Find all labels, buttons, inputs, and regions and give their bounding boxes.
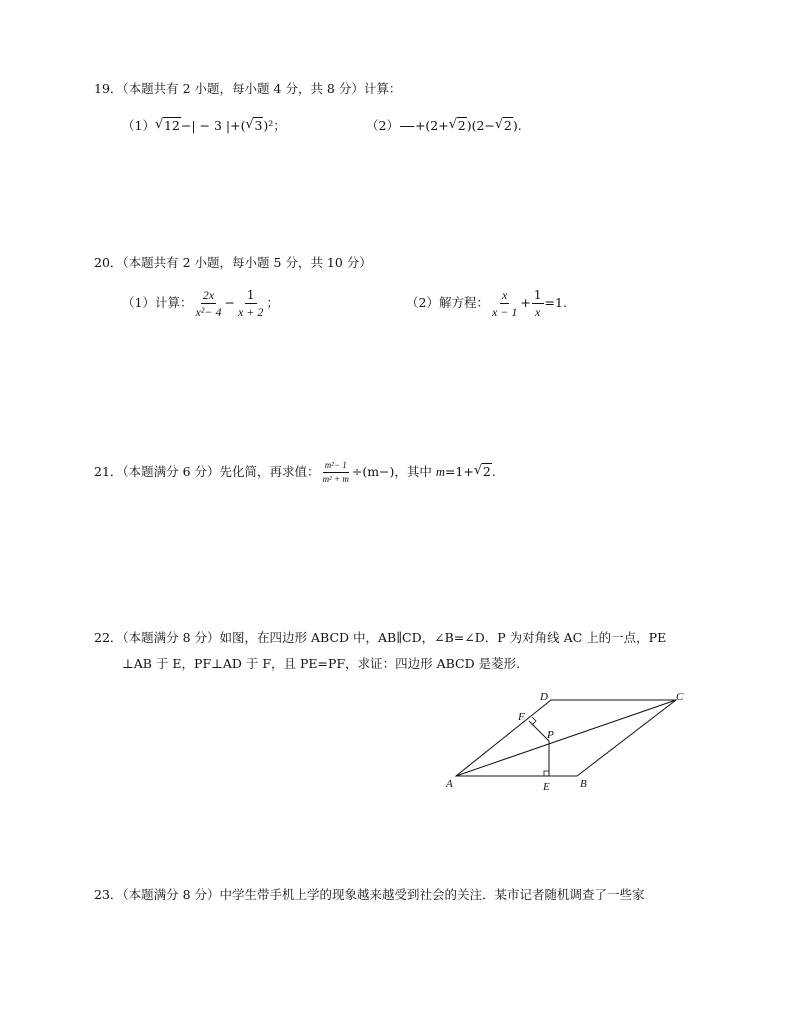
label-d: D [540,691,548,703]
fraction: $\frac{1}{x + 2}$ [237,288,264,319]
sqrt-2-a: √ 2 [449,117,467,135]
fraction: $\frac{1}{x}$ [533,288,542,319]
q22-line1: 22．（本题满分 8 分）如图，在四边形 ABCD 中，AB∥CD，∠B=∠D．P 为对角线 AC 上的一点，PE [94,630,667,645]
sqrt-12: √ 12 [155,117,181,135]
right-angle-f [532,717,536,725]
q21-line: 21．（本题满分 6 分）先化简，再求值： $\frac{\text{m²− 1}}{\text{m² + m}}$ ÷(m−)，其中 m=1+√ 2. [94,457,496,487]
fraction-bar [400,126,414,127]
q23-line1: 23．（本题满分 8 分）中学生带手机上学的现象越来越受到社会的关注．某市记者随机调查了一些家 [94,887,645,902]
q20-header: 20．（本题共有 2 小题，每小题 5 分，共 10 分） [94,255,372,270]
q19-part1: （1）√ 12−| − 3 |+(√ 3)²； [122,117,286,135]
fraction: $\frac{x}{x - 1}$ [491,288,518,319]
label-a: A [446,778,453,790]
diagonal-ac [456,700,676,776]
sqrt-2: √ 2 [474,457,492,487]
q19-header: 19．（本题共有 2 小题，每小题 4 分，共 8 分）计算： [94,81,402,96]
fraction: $\frac{\text{m²− 1}}{\text{m² + m}}$ [322,460,349,484]
right-angle-e [544,771,549,776]
geometry-diagram [440,686,700,796]
label-e: E [543,781,550,793]
label-p: P [547,729,554,741]
segment-pf [529,721,549,741]
rhombus-figure [440,686,700,796]
q19-part2: （2） +(2+√ 2)(2−√ 2). [366,117,522,135]
sqrt-2-b: √ 2 [495,117,513,135]
label-f: F [518,711,525,723]
label-b: B [580,778,587,790]
sqrt-3: √ 3 [245,117,263,135]
label-c: C [676,691,684,703]
q20-part2: （2）解方程： $\frac{x}{x - 1}$ + $\frac{1}{x}$ =1. [406,288,567,319]
q20-part1: （1）计算： $\frac{2x}{\text{x²− 4}}$ − $\frac{1}{x + 2}$ ； [122,288,279,319]
fraction: $\frac{2x}{\text{x²− 4}}$ [195,288,222,319]
q22-line2: ⊥AB 于 E，PF⊥AD 于 F，且 PE=PF，求证：四边形 ABCD 是菱形． [122,656,529,671]
